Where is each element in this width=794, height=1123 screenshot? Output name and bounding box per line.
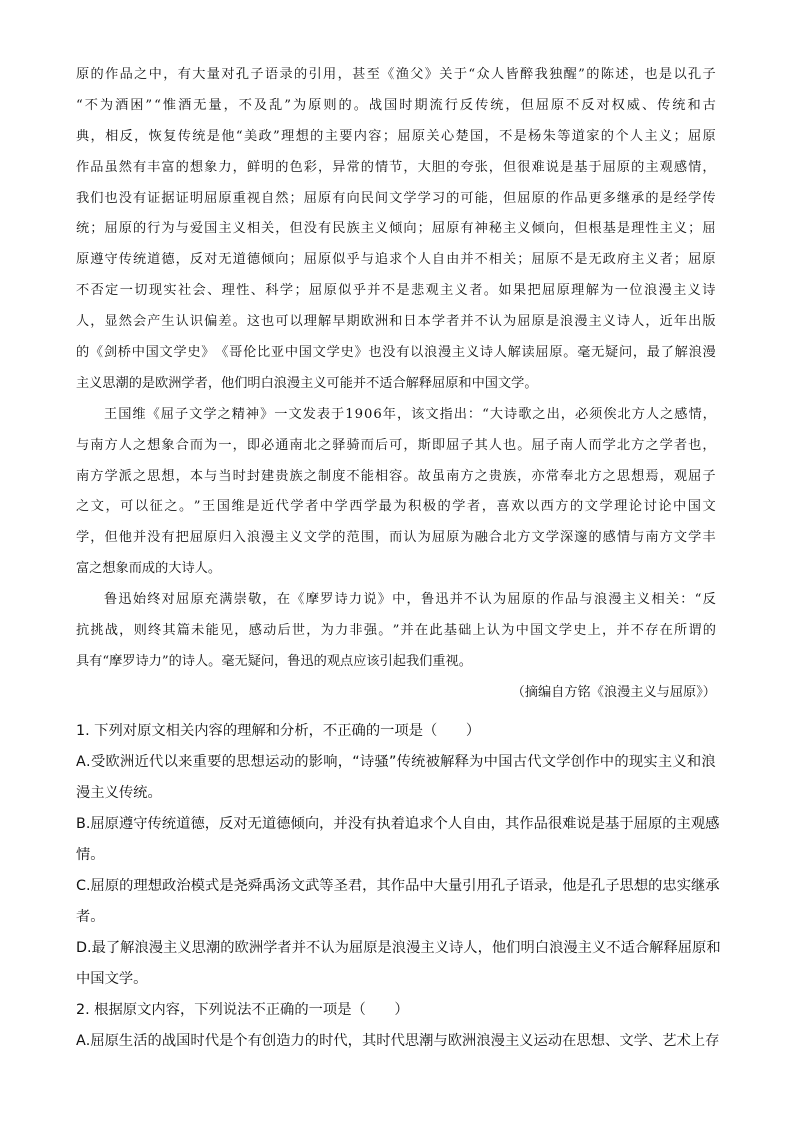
passage-line: 与 南 方 人 之 想 象 合 而 为 一 ， 即 必 通 南 北 之 驿 骑 而 后 可 ， 斯 即 屈 子 其 人 也 。 屈 子 南 人 而 学 北 方 之 学 者 也 ， — [76, 437, 716, 453]
passage-line: 王 国 维 《 屈 子 文 学 之 精 神 》 一 文 发 表 于 1 9 0 6 年 ， 该 文 指 出 ： “ 大 诗 歌 之 出 ， 必 须 俟 北 方 人 之 感 情 ， — [104, 406, 716, 422]
question-1-option-a-cont: 漫主义传统。 — [76, 785, 162, 801]
question-1-option-d-cont: 中国文学。 — [76, 971, 148, 987]
questions-section — [76, 716, 721, 1057]
passage-line: 学 ， 但 他 并 没 有 把 屈 原 归 入 浪 漫 主 义 文 学 的 范 围 ， 而 认 为 屈 原 为 融 合 北 方 文 学 深 邃 的 感 情 与 南 方 文 学 丰 — [76, 530, 716, 546]
passage-line: 主义思潮的是欧洲学者，他们明白浪漫主义可能并不适合解释屈原和中国文学。 — [76, 375, 538, 391]
question-2-option-a: A . 屈 原 生 活 的 战 国 时 代 是 个 有 创 造 力 的 时 代 ， 其 时 代 思 潮 与 欧 洲 浪 漫 主 义 运 动 在 思 想 、 文 学 、 艺 术 上 存 — [76, 1033, 720, 1049]
passage-line: 我 们 也 没 有 证 据 证 明 屈 原 重 视 自 然 ； 屈 原 有 向 民 间 文 学 学 习 的 可 能 ， 但 屈 原 的 作 品 更 多 继 承 的 是 经 学 传 — [76, 190, 716, 206]
passage-line: 作 品 虽 然 有 丰 富 的 想 象 力 ， 鲜 明 的 色 彩 ， 异 常 的 情 节 ， 大 胆 的 夸 张 ， 但 很 难 说 是 基 于 屈 原 的 主 观 感 情 ， — [76, 159, 716, 175]
passage-line: “ 不 为 酒 困 ” “ 惟 酒 无 量 ， 不 及 乱 ” 为 原 则 的 。 战 国 时 期 流 行 反 传 统 ， 但 屈 原 不 反 对 权 威 、 传 统 和 古 — [76, 97, 716, 113]
passage-line: 富之想象而成的大诗人。 — [76, 561, 222, 577]
passage-line: 的 《 剑 桥 中 国 文 学 史 》 《 哥 伦 比 亚 中 国 文 学 史 》 也 没 有 以 浪 漫 主 义 诗 人 解 读 屈 原 。 毫 无 疑 问 ， 最 了 解 浪 漫 — [76, 345, 716, 361]
question-1-option-d: D . 最 了 解 浪 漫 主 义 思 潮 的 欧 洲 学 者 并 不 认 为 屈 原 是 浪 漫 主 义 诗 人 ， 他 们 明 白 浪 漫 主 义 不 适 合 解 释 屈 原 和 — [76, 940, 721, 956]
question-1-option-a: A . 受 欧 洲 近 代 以 来 重 要 的 思 想 运 动 的 影 响 ， “ 诗 骚 ” 传 统 被 解 释 为 中 国 古 代 文 学 创 作 中 的 现 实 主 义 和 浪 — [76, 754, 716, 770]
question-1-option-b: B . 屈 原 遵 守 传 统 道 德 ， 反 对 无 道 德 倾 向 ， 并 没 有 执 着 追 求 个 人 自 由 ， 其 作 品 很 难 说 是 基 于 屈 原 的 主 观 感 — [76, 816, 720, 832]
passage-line: 人 ， 显 然 会 产 生 认 识 偏 差 。 这 也 可 以 理 解 早 期 欧 洲 和 日 本 学 者 并 不 认 为 屈 原 是 浪 漫 主 义 诗 人 ， 近 年 出 版 — [76, 314, 716, 330]
passage — [76, 60, 716, 709]
question-2-stem: 2. 根据原文内容，下列说法不正确的一项是（ ） — [76, 1002, 409, 1018]
passage-line: 不 否 定 一 切 现 实 社 会 、 理 性 、 科 学 ； 屈 原 似 乎 并 不 是 悲 观 主 义 者 。 如 果 把 屈 原 理 解 为 一 位 浪 漫 主 义 诗 — [76, 283, 716, 299]
passage-line: 抗 挑 战 ， 则 终 其 篇 未 能 见 ， 感 动 后 世 ， 为 力 非 强 。 ” 并 在 此 基 础 上 认 为 中 国 文 学 史 上 ， 并 不 存 在 所 谓 的 — [76, 623, 716, 639]
passage-line: 鲁 迅 始 终 对 屈 原 充 满 崇 敬 ， 在 《 摩 罗 诗 力 说 》 中 ， 鲁 迅 并 不 认 为 屈 原 的 作 品 与 浪 漫 主 义 相 关 ： “ 反 — [104, 592, 716, 608]
passage-line: 具有“摩罗诗力”的诗人。毫无疑问，鲁迅的观点应该引起我们重视。 — [76, 653, 472, 669]
source-citation: （摘编自方铭《浪漫主义与屈原》） — [511, 684, 716, 700]
passage-line: 原 的 作 品 之 中 ， 有 大 量 对 孔 子 语 录 的 引 用 ， 甚 至 《 渔 父 》 关 于 “ 众 人 皆 醉 我 独 醒 ” 的 陈 述 ， 也 是 以 孔 子 — [76, 67, 716, 82]
question-1-option-c: C . 屈 原 的 理 想 政 治 模 式 是 尧 舜 禹 汤 文 武 等 圣 君 ， 其 作 品 中 大 量 引 用 孔 子 语 录 ， 他 是 孔 子 思 想 的 忠 实 继 承 — [76, 878, 720, 894]
question-1-option-b-cont: 情。 — [76, 847, 105, 863]
passage-line: 之 文 ， 可 以 征 之 。 ” 王 国 维 是 近 代 学 者 中 学 西 学 最 为 积 极 的 学 者 ， 喜 欢 以 西 方 的 文 学 理 论 讨 论 中 国 文 — [76, 499, 716, 515]
passage-line: 统 ； 屈 原 的 行 为 与 爱 国 主 义 相 关 ， 但 没 有 民 族 主 义 倾 向 ； 屈 原 有 神 秘 主 义 倾 向 ， 但 根 基 是 理 性 主 义 ； 屈 — [76, 221, 716, 237]
passage-line: 典 ， 相 反 ， 恢 复 传 统 是 他 “ 美 政 ” 理 想 的 主 要 内 容 ； 屈 原 关 心 楚 国 ， 不 是 杨 朱 等 道 家 的 个 人 主 义 ； 屈 原 — [76, 128, 716, 144]
question-1-stem: 1. 下列对原文相关内容的理解和分析，不正确的一项是（ ） — [76, 723, 481, 739]
passage-line: 南 方 学 派 之 思 想 ， 本 与 当 时 封 建 贵 族 之 制 度 不 能 相 容 。 故 虽 南 方 之 贵 族 ， 亦 常 奉 北 方 之 思 想 焉 ， 观 屈 子 — [76, 468, 716, 484]
question-1-option-c-cont: 者。 — [76, 909, 105, 925]
passage-line: 原 遵 守 传 统 道 德 ， 反 对 无 道 德 倾 向 ； 屈 原 似 乎 与 追 求 个 人 自 由 并 不 相 关 ； 屈 原 不 是 无 政 府 主 义 者 ； 屈 原 — [76, 252, 716, 268]
